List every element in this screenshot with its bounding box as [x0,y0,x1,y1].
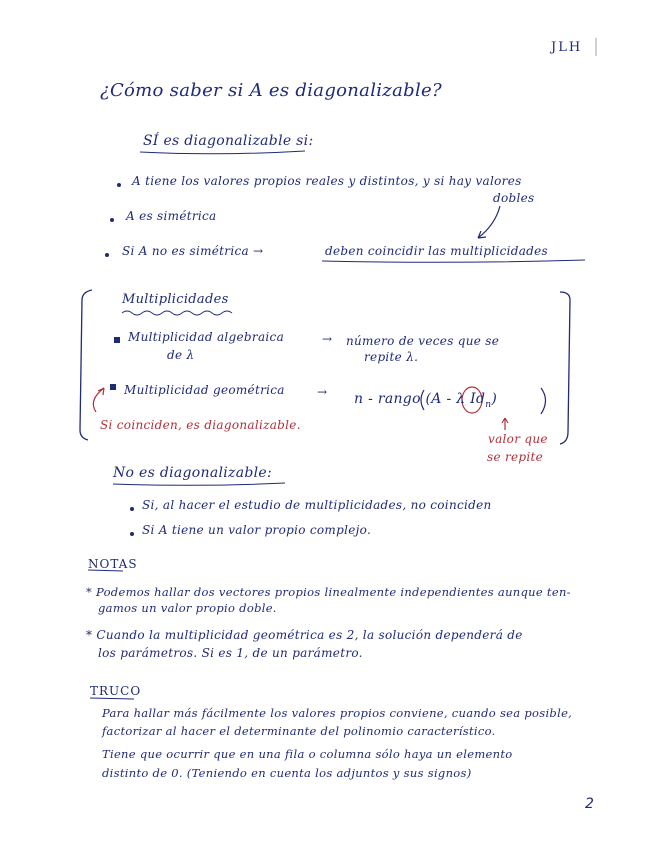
page-number: 2 [585,796,594,812]
si-item-dobles: dobles [493,191,535,205]
algebraic-result-line2: repite λ. [364,350,419,364]
no-heading: No es diagonalizable: [113,465,273,481]
bullet [105,253,109,257]
geometric-formula [354,391,497,410]
page-title: ¿Cómo saber si A es diagonalizable? [100,80,442,101]
box-heading: Multiplicidades [122,292,229,307]
formula-main: n - rango (A - λ Id [354,391,486,407]
formula-subscript: n [485,399,492,410]
truco-heading: TRUCO [90,684,142,698]
arrow-right-icon: → [317,385,328,399]
algebraic-multiplicity-label: Multiplicidad algebraica [128,330,285,344]
nota1-line1: * Podemos hallar dos vectores propios linealmente independientes aunque ten- [86,585,571,599]
bullet [130,507,134,511]
nota1-line2: gamos un valor propio doble. [98,601,277,615]
truco-line3: Tiene que ocurrir que en una fila o columna sólo haya un elemento [102,747,513,761]
truco-line2: factorizar al hacer el determinante del polinomio característico. [102,724,496,738]
si-item-not-symmetric: Si A no es simétrica → [122,244,264,258]
arrow-right-icon: → [322,332,333,346]
si-item-symmetric: A es simétrica [126,209,217,223]
bullet [130,532,134,536]
no-item-complex: Si A tiene un valor propio complejo. [142,523,372,537]
truco-line4: distinto de 0. (Teniendo en cuenta los adjuntos y sus signos) [102,766,472,780]
bullet [117,183,121,187]
si-heading: SÍ es diagonalizable si: [143,133,314,149]
geometric-multiplicity-label: Multiplicidad geométrica [124,383,285,397]
nota2-line1: * Cuando la multiplicidad geométrica es 2, la solución dependerá de [86,628,523,642]
author-initials: JLH [551,40,583,55]
si-item-must-coincide: deben coincidir las multiplicidades [325,244,549,258]
truco-line1: Para hallar más fácilmente los valores propios conviene, cuando sea posible, [102,706,573,720]
formula-close: ) [491,391,498,407]
bullet [110,218,114,222]
lambda-note-line1: valor que [488,432,548,446]
square-bullet [114,337,120,343]
no-item-multiplicities: Si, al hacer el estudio de multiplicidades, no coinciden [142,498,492,512]
coincide-note: Si coinciden, es diagonalizable. [100,418,301,432]
algebraic-multiplicity-of: de λ [167,348,195,362]
algebraic-result-line1: número de veces que se [346,334,500,348]
notas-heading: NOTAS [88,557,138,571]
si-item-real-distinct: A tiene los valores propios reales y distintos, y si hay valores [132,174,522,188]
lambda-note-line2: se repite [487,450,544,464]
square-bullet [110,384,116,390]
nota2-line2: los parámetros. Si es 1, de un parámetro. [98,646,363,660]
